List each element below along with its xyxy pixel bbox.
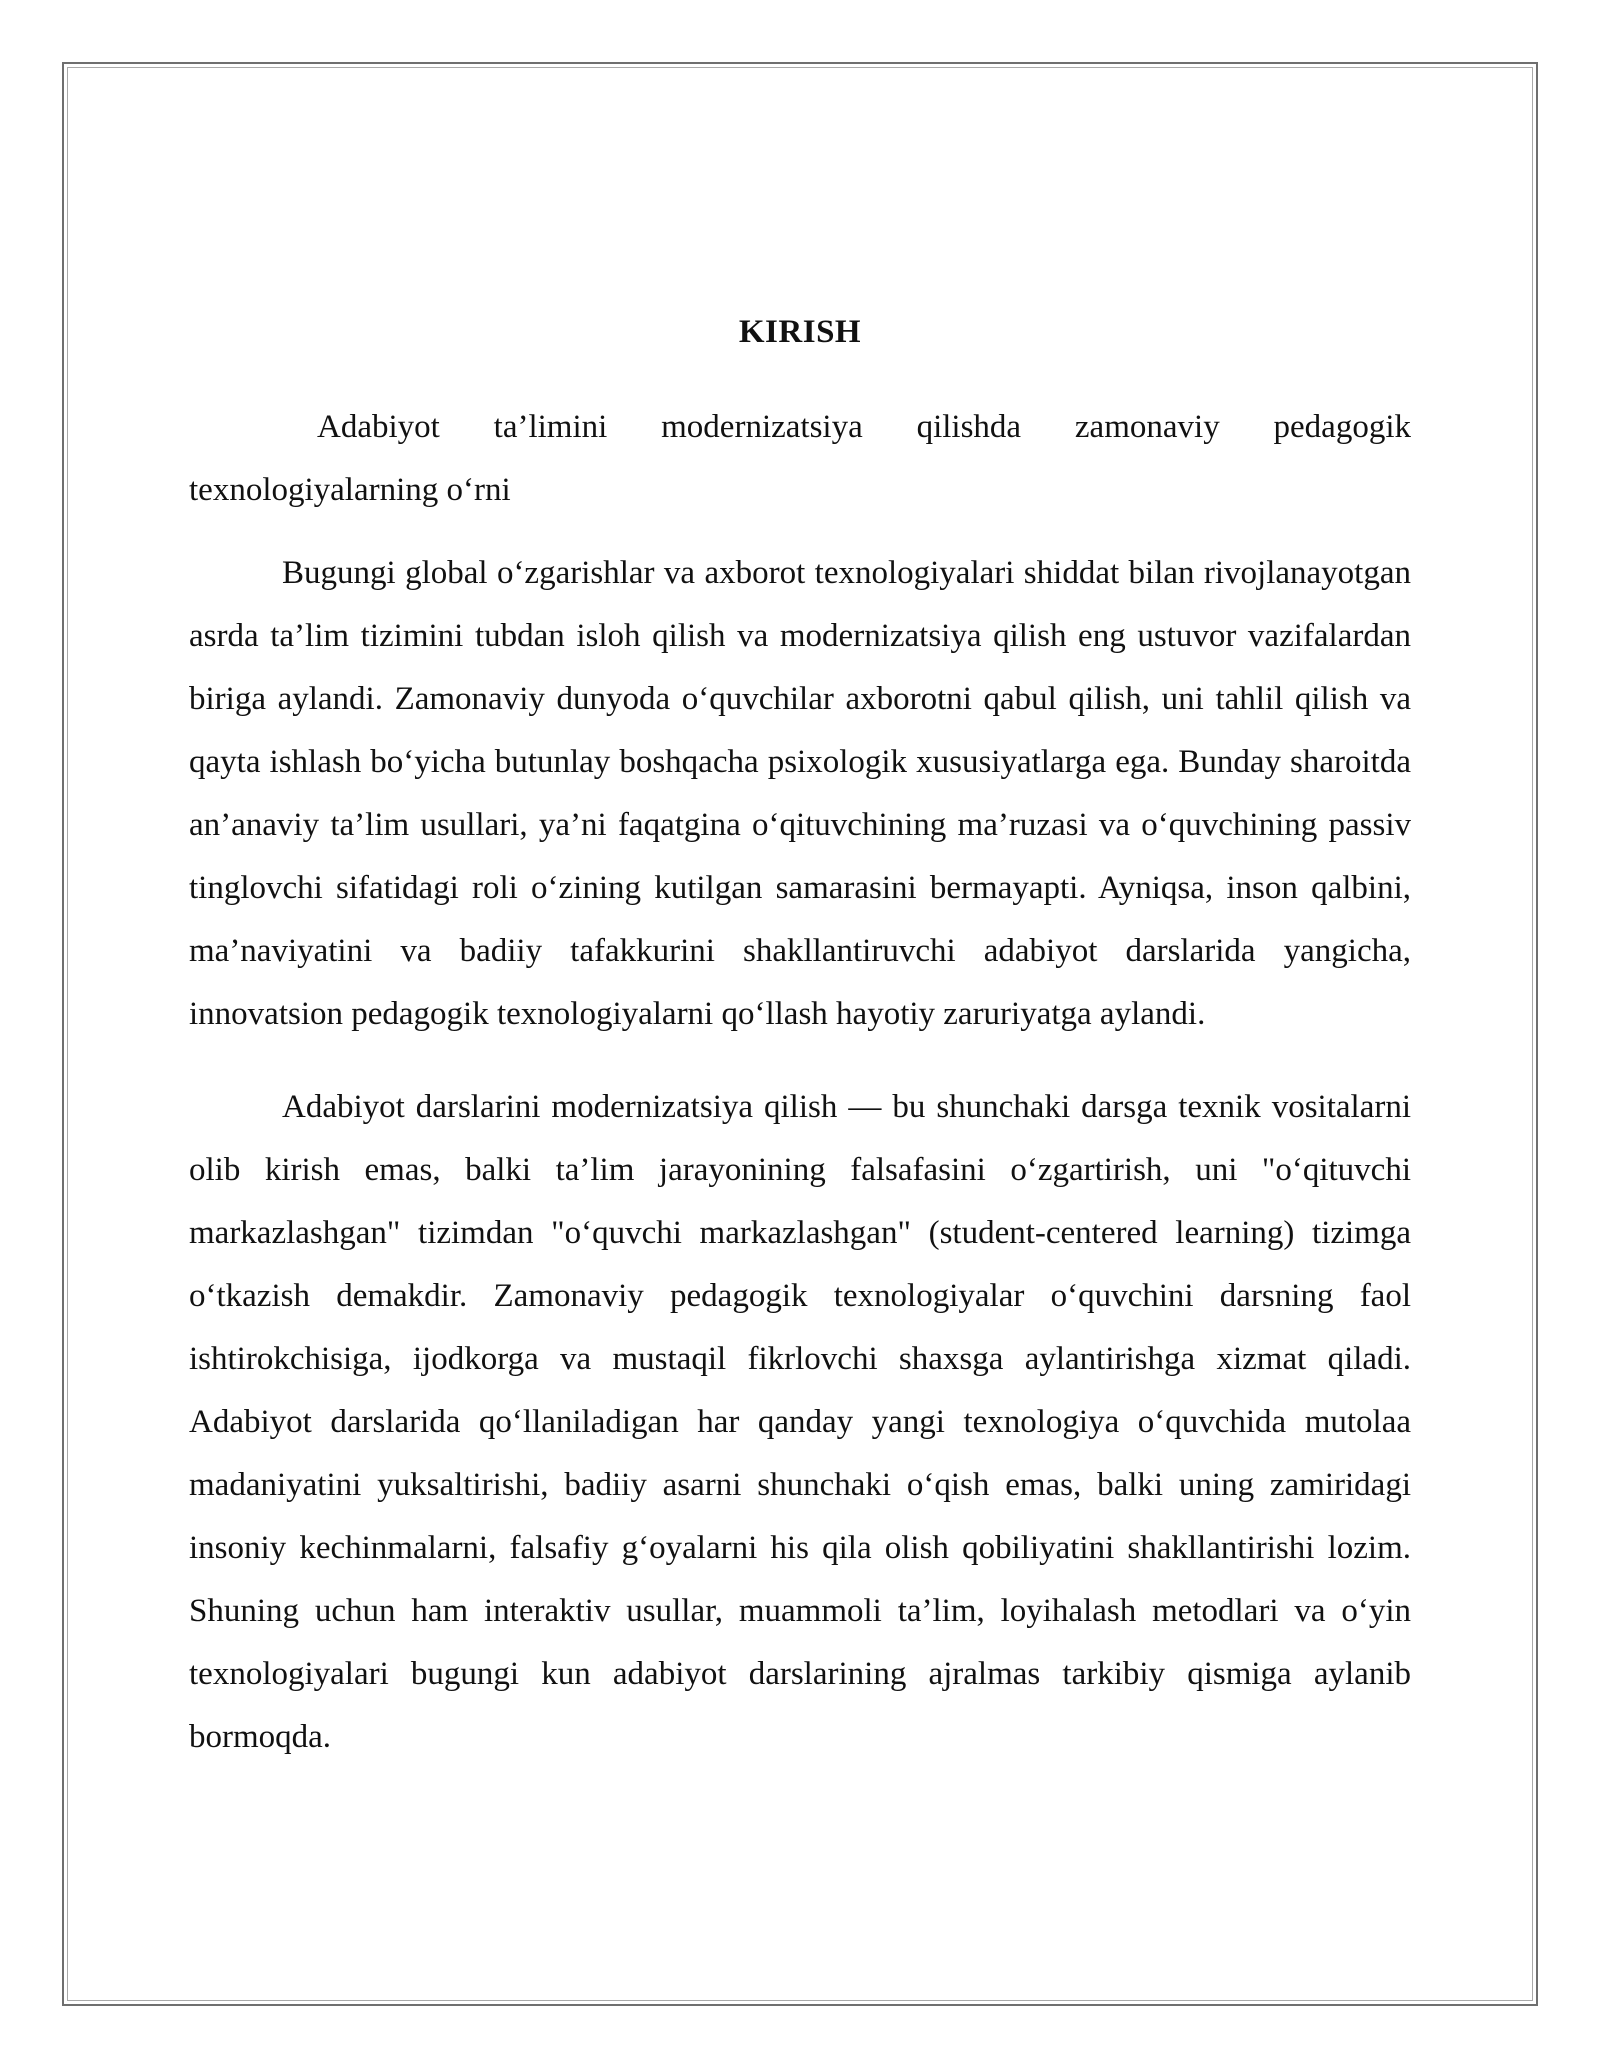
paragraph-1: Bugungi global o‘zgarishlar va axborot texnologiyalari shiddat bilan rivojlanayotgan asrda ta’lim tizimini tubdan isloh qilish va modernizatsiya qilish eng ustuvor vazifalardan biriga aylandi. Zamonaviy dunyoda o‘quvchilar axborotni qabul qilish, uni tahlil qilish va qayta ishlash bo‘yicha butunlay boshqacha psixologik xususiyatlarga ega. Bunday sharoitda an’anaviy ta’lim usullari, ya’ni faqatgina o‘qituvchining ma’ruzasi va o‘quvchining passiv tinglovchi sifatidagi roli o‘zining kutilgan samarasini bermayapti. Ayniqsa, inson qalbini, ma’naviyatini va badiiy tafakkurini shakllantiruvchi adabiyot darslarida yangicha, innovatsion pedagogik texnologiyalarni qo‘llash hayotiy zaruriyatga aylandi. [189,555,1411,1032]
document-subtitle: Adabiyot ta’limini modernizatsiya qilishda zamonaviy pedagogik texnologiyalarning o‘rni [189,409,1411,508]
paragraph-2: Adabiyot darslarini modernizatsiya qilish — bu shunchaki darsga texnik vositalarni olib kirish emas, balki ta’lim jarayonining falsafasini o‘zgartirish, uni "o‘qituvchi markazlashgan" tizimdan "o‘quvchi markazlashgan" (student-centered learning) tizimga o‘tkazish demakdir. Zamonaviy pedagogik texnologiyalar o‘quvchini darsning faol ishtirokchisiga, ijodkorga va mustaqil fikrlovchi shaxsga aylantirishga xizmat qiladi. Adabiyot darslarida qo‘llaniladigan har qanday yangi texnologiya o‘quvchida mutolaa madaniyatini yuksaltirishi, badiiy asarni shunchaki o‘qish emas, balki uning zamiridagi insoniy kechinmalarni, falsafiy g‘oyalarni his qila olish qobiliyatini shakllantirishi lozim. Shuning uchun ham interaktiv usullar, muammoli ta’lim, loyihalash metodlari va o‘yin texnologiyalari bugungi kun adabiyot darslarining ajralmas tarkibiy qismiga aylanib bormoqda. [189,1089,1411,1755]
page-title: KIRISH [738,314,862,350]
document-body [189,312,1411,1799]
